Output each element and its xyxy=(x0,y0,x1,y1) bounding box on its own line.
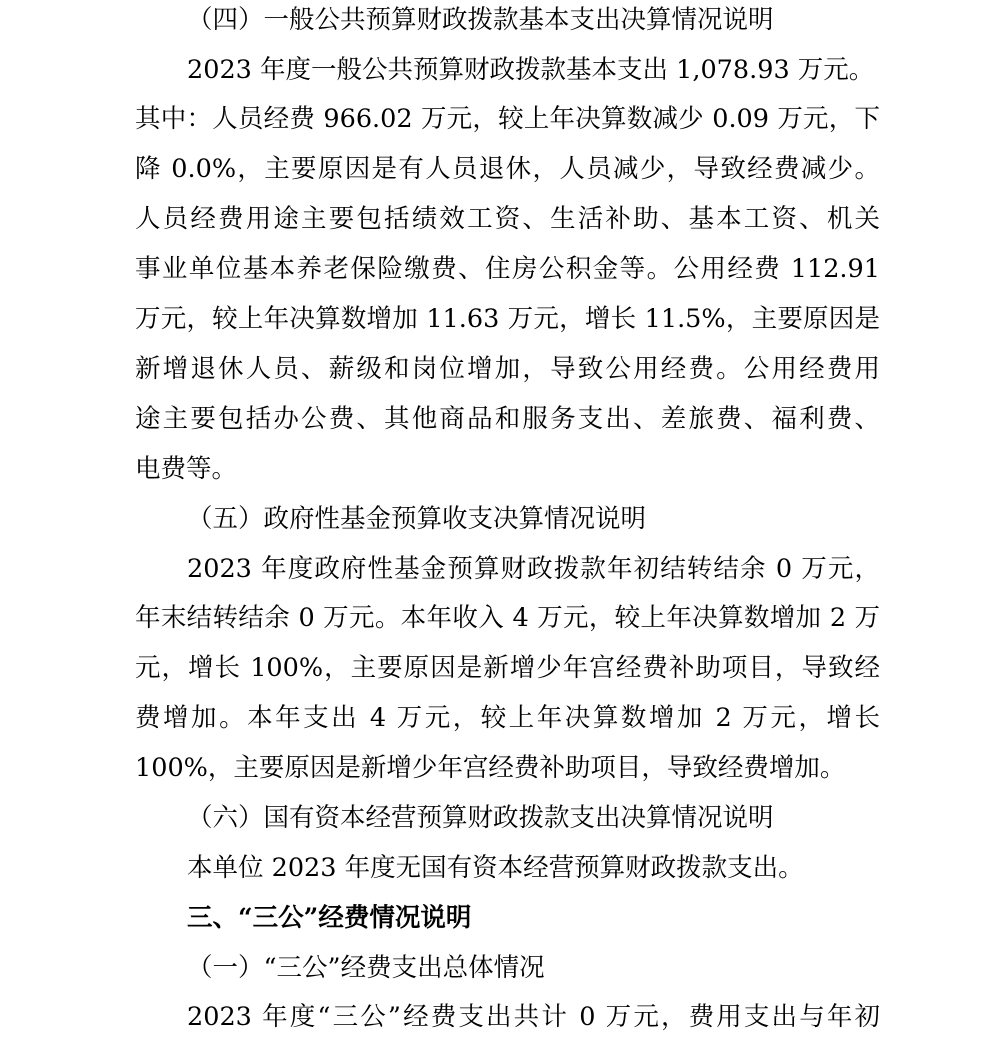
paragraph-line: 2023 年度一般公共预算财政拨款基本支出 1,078.93 万元。 xyxy=(187,55,875,85)
paragraph-line: 100%，主要原因是新增少年宫经费补助项目，导致经费增加。 xyxy=(135,753,846,783)
section-heading-5: （五）政府性基金预算收支决算情况说明 xyxy=(187,504,647,534)
paragraph-line: 本单位 2023 年度无国有资本经营预算财政拨款支出。 xyxy=(187,853,804,883)
paragraph-line: 费增加。本年支出 4 万元，较上年决算数增加 2 万元，增长 xyxy=(135,703,880,733)
paragraph-line: 途主要包括办公费、其他商品和服务支出、差旅费、福利费、 xyxy=(135,404,880,434)
paragraph-line: 降 0.0%，主要原因是有人员退休，人员减少，导致经费减少。 xyxy=(135,154,880,184)
paragraph-line: 年末结转结余 0 万元。本年收入 4 万元，较上年决算数增加 2 万 xyxy=(135,603,880,633)
paragraph-line: 其中：人员经费 966.02 万元，较上年决算数减少 0.09 万元，下 xyxy=(135,104,880,134)
section-heading-4: （四）一般公共预算财政拨款基本支出决算情况说明 xyxy=(187,5,774,35)
paragraph-line: 电费等。 xyxy=(135,454,238,484)
chapter-heading-3: 三、“三公”经费情况说明 xyxy=(187,903,472,933)
paragraph-line: 新增退休人员、薪级和岗位增加，导致公用经费。公用经费用 xyxy=(135,354,880,384)
paragraph-line: 人员经费用途主要包括绩效工资、生活补助、基本工资、机关 xyxy=(135,204,880,234)
section-heading-6: （六）国有资本经营预算财政拨款支出决算情况说明 xyxy=(187,803,774,833)
paragraph-line: 事业单位基本养老保险缴费、住房公积金等。公用经费 112.91 xyxy=(135,254,880,284)
paragraph-line: 元，增长 100%，主要原因是新增少年宫经费补助项目，导致经 xyxy=(135,653,880,683)
paragraph-line: 万元，较上年决算数增加 11.63 万元，增长 11.5%，主要原因是 xyxy=(135,304,880,334)
section-heading-1: （一）“三公”经费支出总体情况 xyxy=(187,953,545,983)
paragraph-line: 2023 年度政府性基金预算财政拨款年初结转结余 0 万元， xyxy=(187,554,880,584)
paragraph-line: 2023 年度“三公”经费支出共计 0 万元，费用支出与年初 xyxy=(187,1002,880,1032)
